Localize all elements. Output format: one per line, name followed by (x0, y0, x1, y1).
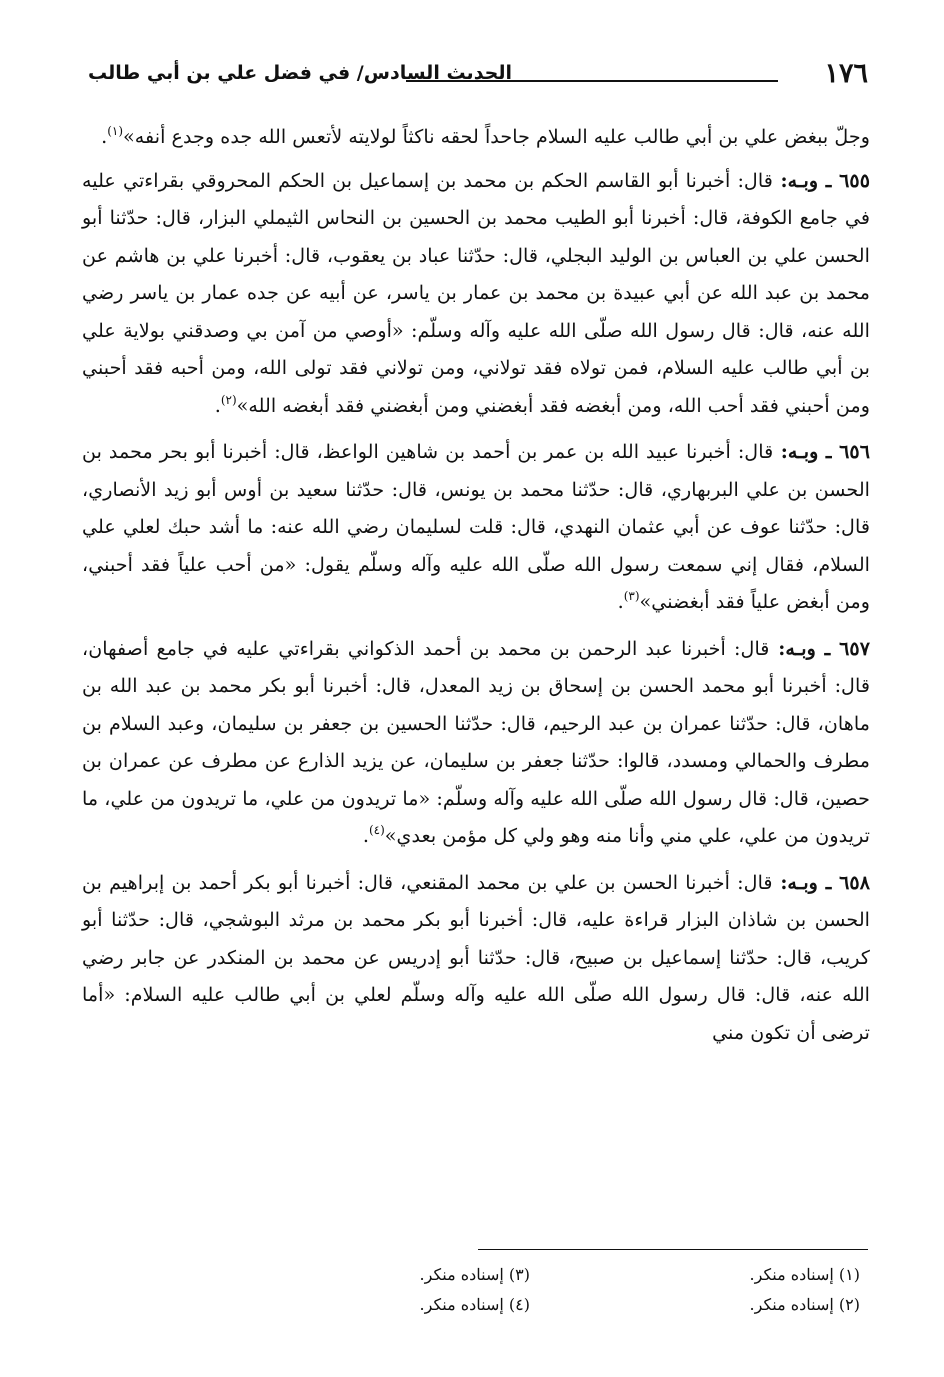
paragraph-text: قال: أخبرنا الحسن بن علي بن محمد المقنعي، قال: أخبرنا أبو بكر أحمد بن إبراهيم بن الحسن بن شاذان البزار قراءة عليه، قال: أخبرنا أبو بكر محمد بن مرثد البوشجي، قال: حدّثنا أبو كريب، قال: حدّثنا إسماعيل بن صبيح، قال: حدّثنا أبو إدريس عن محمد بن المنكدر عن جابر رضي الله عنه، قال: قال رسول الله صلّى الله عليه وآله وسلّم لعلي بن أبي طالب عليه السلام: «أما ترضى أن تكون مني (82, 870, 870, 1044)
footnote-3: (٣) إسناده منكر. (419, 1265, 530, 1284)
paragraph-text: قال: أخبرنا أبو القاسم الحكم بن محمد بن إسماعيل بن الحكم المحروقي بقراءتي عليه في جامع الكوفة، قال: أخبرنا أبو الطيب محمد بن الحسين بن النحاس الثيملي البزار، قال: حدّثنا أبو الحسن علي بن العباس بن الوليد البجلي، قال: حدّثنا عباد بن يعقوب، قال: أخبرنا علي بن هاشم عن محمد بن عبد الله عن أبي عبيدة بن محمد بن عمار بن ياسر، عن أبيه عن جده عمار بن ياسر رضي الله عنه، قال: قال رسول الله صلّى الله عليه وآله وسلّم: «أوصي من آمن بي وصدقني بولاية علي بن أبي طالب عليه السلام، فمن تولاه فقد تولاني، ومن تولاني فقد تولى الله، ومن أحبه فقد أحبني ومن أحبني فقد أحب الله، ومن أبغضه فقد أبغضني ومن أبغضني فقد أبغضه الله» (82, 168, 870, 417)
footnote-1: (١) إسناده منكر. (749, 1265, 860, 1284)
paragraph-continued (82, 118, 870, 156)
hadith-657 (82, 630, 870, 855)
page-number: ١٧٦ (824, 58, 868, 89)
footnote-2: (٢) إسناده منكر. (749, 1295, 860, 1314)
footnote-marker: (٢) (220, 392, 237, 407)
paragraph-text: قال: أخبرنا عبيد الله بن عمر بن أحمد بن شاهين الواعظ، قال: أخبرنا أبو بحر محمد بن الحسن بن علي البربهاري، قال: حدّثنا محمد بن يونس، قال: حدّثنا سعيد بن أوس أبو زيد الأنصاري، قال: حدّثنا عوف عن أبي عثمان النهدي، قال: قلت لسليمان رضي الله عنه: ما أشد حبك لعلي علي السلام، فقال إني سمعت رسول الله صلّى الله عليه وآله وسلّم يقول: «من أحب علياً فقد أحبني، ومن أبغض علياً فقد أبغضني» (82, 440, 870, 613)
footnote-marker: (٤) (368, 823, 385, 837)
footnote-marker: (١) (107, 124, 124, 138)
footnote-marker: (٣) (623, 589, 640, 603)
page-body (82, 118, 870, 1060)
running-title: الحديث السادس/ في فضل علي بن أبي طالب (88, 62, 513, 84)
paragraph-end: . (362, 824, 369, 847)
hadith-lead: ـ وبـه: (769, 636, 840, 660)
page-header (88, 58, 868, 98)
hadith-655 (82, 162, 870, 425)
paragraph-end: . (214, 393, 221, 417)
paragraph-text: قال: أخبرنا عبد الرحمن بن محمد بن أحمد الذكواني بقراءتي عليه في جامع أصفهان، قال: أخبرنا أبو محمد الحسن بن إسحاق بن زيد المعدل، قال: أخبرنا أبو بكر محمد بن عبد الله بن ماهان، قال: حدّثنا عمران بن عبد الرحيم، قال: حدّثنا الحسين بن جعفر بن سليمان، وعبد السلام بن مطرف والحمالي ومسدد، قالوا: حدّثنا جعفر بن سليمان، عن يزيد الذارع عن مطرف عن عمران بن حصين، قال: قال رسول الله صلّى الله عليه وآله وسلّم: «ما تريدون من علي، ما تريدون من علي، ما تريدون من علي، علي مني وأنا منه وهو ولي كل مؤمن بعدي» (82, 636, 870, 847)
paragraph-text: وجلّ ببغض علي بن أبي طالب عليه السلام جاحداً لحقه ناكثاً لولايته لأتعس الله جده وجدع أنفه» (123, 125, 870, 148)
paragraph-end: . (101, 125, 108, 148)
hadith-number: ٦٥٦ (839, 440, 870, 463)
hadith-number: ٦٥٥ (839, 168, 870, 192)
hadith-lead: ـ وبـه: (772, 168, 840, 192)
hadith-number: ٦٥٨ (839, 870, 870, 894)
footnote-4: (٤) إسناده منكر. (419, 1295, 530, 1314)
hadith-656 (82, 433, 870, 621)
hadith-lead: ـ وبـه: (772, 870, 840, 894)
hadith-number: ٦٥٧ (839, 636, 870, 660)
paragraph-end: . (617, 590, 624, 613)
hadith-lead: ـ وبـه: (773, 440, 840, 463)
hadith-658 (82, 864, 870, 1052)
footnote-rule (478, 1249, 868, 1250)
